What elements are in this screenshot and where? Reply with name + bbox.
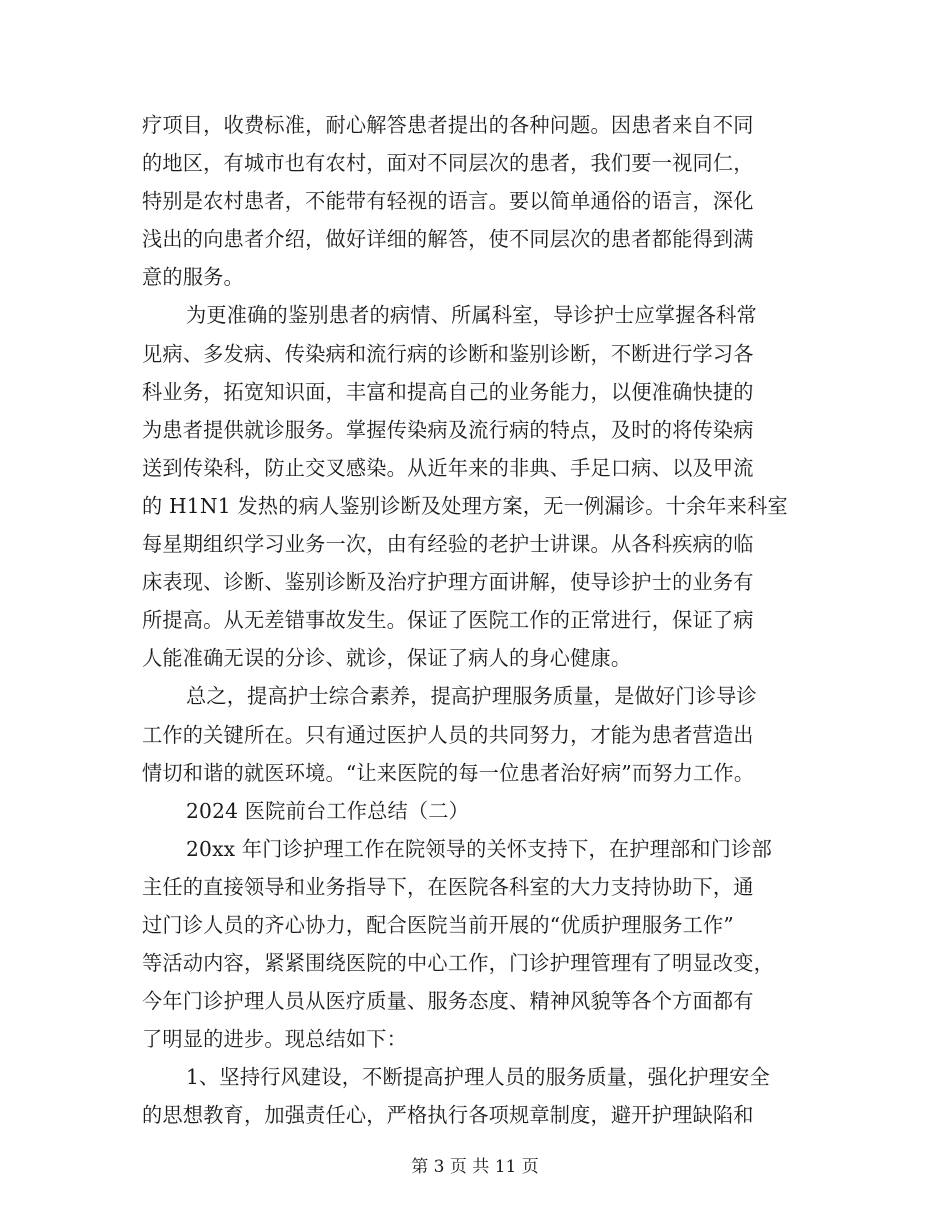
text-line: 的 H1N1 发热的病人鉴别诊断及处理方案，无一例漏诊。十余年来科室: [142, 493, 788, 518]
text-line: 了明显的进步。现总结如下：: [142, 1027, 408, 1052]
text-line: 的思想教育，加强责任心，严格执行各项规章制度，避开护理缺陷和: [142, 1103, 754, 1128]
text-line: 情切和谐的就医环境。“让来医院的每一位患者治好病”而努力工作。: [142, 760, 755, 785]
text-line: 1、坚持行风建设，不断提高护理人员的服务质量，强化护理安全: [186, 1065, 770, 1090]
text-line: 科业务，拓宽知识面，丰富和提高自己的业务能力，以便准确快捷的: [142, 379, 754, 404]
text-line: 送到传染科，防止交叉感染。从近年来的非典、手足口病、以及甲流: [142, 455, 754, 480]
page-footer: [0, 1152, 950, 1177]
text-line: 的地区，有城市也有农村，面对不同层次的患者，我们要一视同仁，: [142, 151, 754, 176]
document-body: [142, 106, 812, 1135]
text-line: 总之，提高护士综合素养，提高护理服务质量，是做好门诊导诊: [186, 684, 757, 709]
text-line: 工作的关键所在。只有通过医护人员的共同努力，才能为患者营造出: [142, 722, 754, 747]
text-line: 意的服务。: [142, 265, 244, 290]
text-line: 特别是农村患者，不能带有轻视的语言。要以简单通俗的语言，深化: [142, 189, 754, 214]
text-line: 主任的直接领导和业务指导下，在医院各科室的大力支持协助下，通: [142, 874, 754, 899]
text-line: 为更准确的鉴别患者的病情、所属科室，导诊护士应掌握各科常: [186, 303, 757, 328]
text-line: 过门诊人员的齐心协力，配合医院当前开展的“优质护理服务工作”: [142, 912, 734, 937]
text-line: 20xx 年门诊护理工作在院领导的关怀支持下，在护理部和门诊部: [186, 836, 772, 861]
text-line: 见病、多发病、传染病和流行病的诊断和鉴别诊断，不断进行学习各: [142, 341, 754, 366]
page-number-label: 第 3 页 共 11 页: [411, 1157, 539, 1177]
text-line: 疗项目，收费标准，耐心解答患者提出的各种问题。因患者来自不同: [142, 113, 754, 137]
text-line: 人能准确无误的分诊、就诊，保证了病人的身心健康。: [142, 646, 632, 671]
text-line: 所提高。从无差错事故发生。保证了医院工作的正常进行，保证了病: [142, 608, 754, 633]
text-line: 等活动内容，紧紧围绕医院的中心工作，门诊护理管理有了明显改变，: [142, 951, 775, 976]
text-line: 为患者提供就诊服务。掌握传染病及流行病的特点，及时的将传染病: [142, 417, 754, 442]
text-line: 每星期组织学习业务一次，由有经验的老护士讲课。从各科疾病的临: [142, 532, 754, 557]
text-line: 床表现、诊断、鉴别诊断及治疗护理方面讲解，使导诊护士的业务有: [142, 570, 754, 595]
text-line: 2024 医院前台工作总结（二）: [186, 798, 470, 823]
text-line: 今年门诊护理人员从医疗质量、服务态度、精神风貌等各个方面都有: [142, 989, 754, 1014]
text-line: 浅出的向患者介绍，做好详细的解答，使不同层次的患者都能得到满: [142, 227, 754, 252]
